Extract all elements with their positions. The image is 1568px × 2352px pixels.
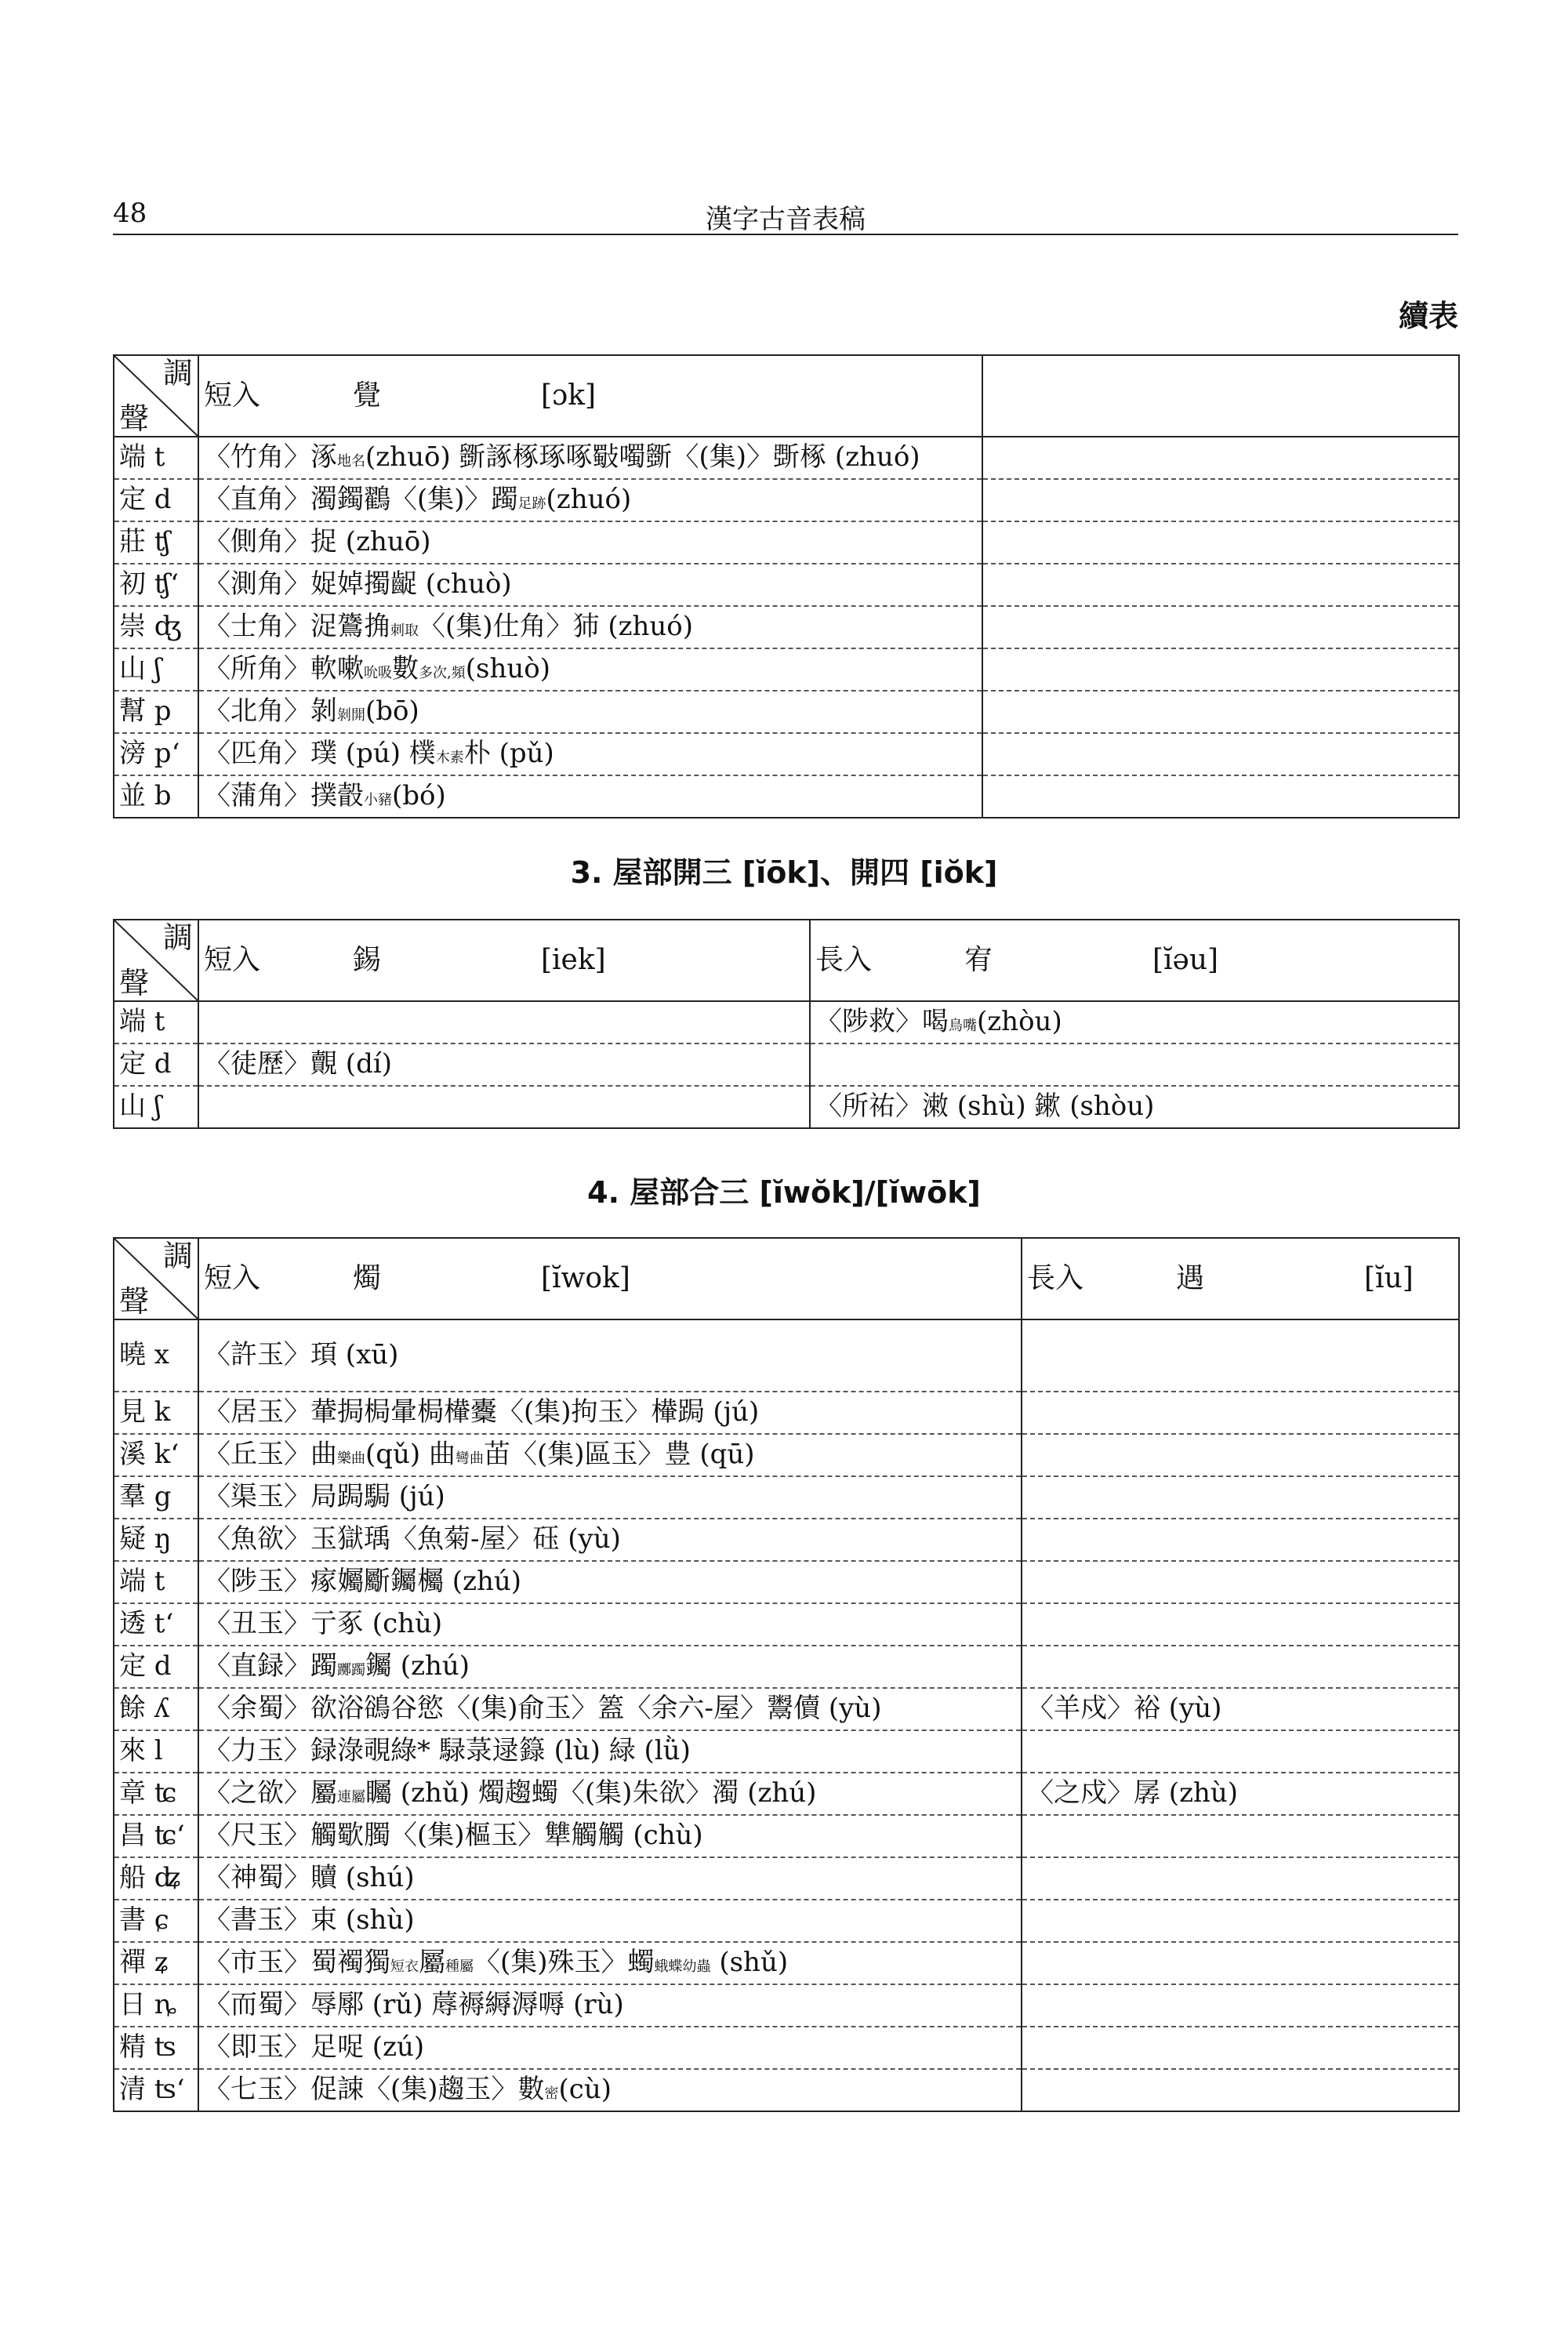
initial-cell: 莊 ʧ	[114, 521, 198, 564]
rhyme-ipa: [ĭwok]	[541, 1262, 630, 1295]
initial-cell: 來 l	[114, 1730, 198, 1773]
rhyme-char: 覺	[353, 379, 382, 412]
short-entering-cell: 〈力玉〉録淥覗綠* 騄菉逯籙 (lù) 緑 (lǜ)	[198, 1730, 1022, 1773]
initial-cell: 定 d	[114, 1044, 198, 1086]
table-row	[114, 437, 1459, 479]
long-entering-cell	[1022, 1476, 1459, 1519]
section-title-4: 4. 屋部合三 [ĭwŏk]/[ĭwōk]	[587, 1175, 981, 1210]
tone-label: 調	[162, 356, 193, 390]
short-entering-cell: 〈書玉〉束 (shù)	[198, 1900, 1022, 1942]
empty-cell	[982, 437, 1459, 479]
initial-cell: 日 ȵ	[114, 1984, 198, 2027]
short-entering-cell: 〈之欲〉屬連屬矚 (zhǔ) 燭趨蠋〈(集)朱欲〉濁 (zhú)	[198, 1773, 1022, 1815]
rhyme-char: 宥	[964, 944, 993, 977]
initial-cell: 端 t	[114, 1561, 198, 1603]
running-title: 漢字古音表稿	[706, 204, 866, 235]
short-entering-cell: 〈陟玉〉瘃孎斸钃欘 (zhú)	[198, 1561, 1022, 1603]
long-entering-cell	[810, 1044, 1459, 1086]
tone-label: 調	[162, 920, 193, 955]
initial-cell: 章 ʨ	[114, 1773, 198, 1815]
table-row	[114, 1984, 1459, 2027]
long-entering-cell	[1022, 1646, 1459, 1688]
table-header-row	[114, 920, 1459, 1001]
short-entering-cell: 〈居玉〉輂挶梮暈梮檋櫜〈(集)拘玉〉檋跼 (jú)	[198, 1392, 1022, 1434]
short-entering-cell: 〈丘玉〉曲樂曲(qǔ) 曲彎曲苖〈(集)區玉〉豊 (qū)	[198, 1434, 1022, 1476]
long-entering-cell: 〈所祐〉潄 (shù) 鏉 (shòu)	[810, 1086, 1459, 1128]
short-entering-cell: 〈尺玉〉觸歜臅〈(集)樞玉〉犨觸觸 (chù)	[198, 1815, 1022, 1857]
long-entering-cell: 〈之戍〉孱 (zhù)	[1022, 1773, 1459, 1815]
long-entering-cell	[1022, 1561, 1459, 1603]
long-entering-cell	[1022, 1434, 1459, 1476]
long-entering-cell	[1022, 1603, 1459, 1646]
rhyme-char: 遇	[1176, 1262, 1205, 1295]
table-section-4	[113, 1237, 1460, 2112]
long-entering-cell	[1022, 1392, 1459, 1434]
table-row	[114, 1942, 1459, 1984]
initial-label: 聲	[119, 1284, 150, 1319]
long-entering-cell	[1022, 1984, 1459, 2027]
short-entering-cell	[198, 1086, 810, 1128]
initial-cell: 並 b	[114, 775, 198, 818]
long-entering-cell	[1022, 1519, 1459, 1561]
table-corner-cell	[114, 1238, 198, 1319]
initial-cell: 幫 p	[114, 691, 198, 733]
table-row	[114, 1773, 1459, 1815]
tone-label: 調	[162, 1239, 193, 1273]
table-row	[114, 606, 1459, 648]
initial-cell: 精 ʦ	[114, 2027, 198, 2069]
empty-cell	[982, 648, 1459, 691]
initial-cell: 餘 ʎ	[114, 1688, 198, 1730]
table-row	[114, 1646, 1459, 1688]
rhyme-ipa: [ĭəu]	[1152, 944, 1219, 977]
initial-cell: 疑 ŋ	[114, 1519, 198, 1561]
initial-label: 聲	[119, 401, 150, 437]
table-row	[114, 2027, 1459, 2069]
initial-cell: 端 t	[114, 1001, 198, 1044]
empty-cell	[982, 691, 1459, 733]
empty-cell	[982, 479, 1459, 521]
table-row	[114, 1519, 1459, 1561]
continued-label: 續表	[1398, 298, 1458, 333]
short-label: 短入	[204, 379, 261, 412]
long-entering-cell	[1022, 1900, 1459, 1942]
table-row	[114, 1857, 1459, 1900]
empty-header-cell	[982, 355, 1459, 437]
initial-cell: 見 k	[114, 1392, 198, 1434]
table-row	[114, 733, 1459, 775]
short-entering-cell: 〈北角〉剝剝開(bō)	[198, 691, 982, 733]
table-row	[114, 1392, 1459, 1434]
short-entering-header	[198, 355, 982, 437]
table-row	[114, 564, 1459, 606]
initial-cell: 山 ʃ	[114, 648, 198, 691]
table-row	[114, 775, 1459, 818]
empty-cell	[982, 606, 1459, 648]
page-number: 48	[113, 198, 147, 229]
table-section-3	[113, 919, 1460, 1129]
table-header-row	[114, 1238, 1459, 1319]
initial-cell: 清 ʦʻ	[114, 2069, 198, 2111]
table-row	[114, 648, 1459, 691]
long-entering-cell	[1022, 2069, 1459, 2111]
table-row	[114, 1603, 1459, 1646]
rhyme-ipa: [ĭu]	[1364, 1262, 1414, 1295]
short-entering-cell: 〈側角〉捉 (zhuō)	[198, 521, 982, 564]
initial-cell: 書 ɕ	[114, 1900, 198, 1942]
long-entering-header	[810, 920, 1459, 1001]
table-row	[114, 1086, 1459, 1128]
table-corner-cell	[114, 920, 198, 1001]
short-entering-cell: 〈許玉〉頊 (xū)	[198, 1319, 1022, 1392]
short-entering-cell: 〈匹角〉璞 (pú) 樸木素朴 (pǔ)	[198, 733, 982, 775]
short-entering-cell: 〈直録〉躅躑躅钃 (zhú)	[198, 1646, 1022, 1688]
initial-cell: 曉 x	[114, 1319, 198, 1392]
page-header	[113, 198, 1458, 235]
table-row	[114, 1319, 1459, 1392]
short-entering-cell: 〈七玉〉促誎〈(集)趨玉〉數密(cù)	[198, 2069, 1022, 2111]
table-row	[114, 479, 1459, 521]
initial-cell: 端 t	[114, 437, 198, 479]
initial-cell: 羣 g	[114, 1476, 198, 1519]
table-row	[114, 691, 1459, 733]
short-entering-cell: 〈蒲角〉撲瞉小豬(bó)	[198, 775, 982, 818]
initial-cell: 定 d	[114, 1646, 198, 1688]
initial-cell: 禪 ʑ	[114, 1942, 198, 1984]
short-entering-cell: 〈市玉〉蜀襡獨短衣屬種屬〈(集)殊玉〉蠋蛾蝶幼蟲 (shǔ)	[198, 1942, 1022, 1984]
long-entering-cell	[1022, 1319, 1459, 1392]
initial-cell: 崇 ʤ	[114, 606, 198, 648]
table-row	[114, 1815, 1459, 1857]
long-entering-cell	[1022, 1815, 1459, 1857]
empty-cell	[982, 733, 1459, 775]
initial-cell: 定 d	[114, 479, 198, 521]
short-entering-cell: 〈魚欲〉玉獄瑀〈魚菊-屋〉砡 (yù)	[198, 1519, 1022, 1561]
initial-cell: 山 ʃ	[114, 1086, 198, 1128]
long-label: 長入	[1027, 1262, 1084, 1295]
empty-cell	[982, 564, 1459, 606]
short-entering-cell: 〈士角〉浞鷟捔刺取〈(集)仕角〉犻 (zhuó)	[198, 606, 982, 648]
long-entering-cell	[1022, 2027, 1459, 2069]
initial-cell: 船 ʥ	[114, 1857, 198, 1900]
long-entering-cell	[1022, 1942, 1459, 1984]
table-row	[114, 1434, 1459, 1476]
short-entering-cell: 〈而蜀〉辱鄏 (rǔ) 蓐褥縟溽嗕 (rù)	[198, 1984, 1022, 2027]
short-entering-cell: 〈神蜀〉贖 (shú)	[198, 1857, 1022, 1900]
long-label: 長入	[815, 944, 873, 977]
section-title-3: 3. 屋部開三 [ĭōk]、開四 [iŏk]	[570, 855, 998, 890]
table-corner-cell	[114, 355, 198, 437]
table-header-row	[114, 355, 1459, 437]
short-entering-cell: 〈所角〉軟嗽吮吸數多次,頻(shuò)	[198, 648, 982, 691]
table-row	[114, 1476, 1459, 1519]
short-entering-header	[198, 1238, 1022, 1319]
table-row	[114, 1561, 1459, 1603]
initial-label: 聲	[119, 966, 150, 1001]
table-row	[114, 1688, 1459, 1730]
table-row	[114, 2069, 1459, 2111]
short-label: 短入	[204, 944, 261, 977]
short-entering-cell: 〈測角〉娖婥擉齪 (chuò)	[198, 564, 982, 606]
short-entering-cell: 〈竹角〉涿地名(zhuō) 斵諑椓琢啄斀噣斵〈(集)〉斲椓 (zhuó)	[198, 437, 982, 479]
initial-cell: 初 ʧʻ	[114, 564, 198, 606]
long-entering-cell: 〈陟救〉喝鳥嘴(zhòu)	[810, 1001, 1459, 1044]
initial-cell: 透 tʻ	[114, 1603, 198, 1646]
empty-cell	[982, 521, 1459, 564]
table-row	[114, 521, 1459, 564]
table-row	[114, 1900, 1459, 1942]
rhyme-char: 燭	[353, 1262, 382, 1295]
short-entering-cell: 〈丑玉〉亍豖 (chù)	[198, 1603, 1022, 1646]
short-entering-cell	[198, 1001, 810, 1044]
long-entering-header	[1022, 1238, 1459, 1319]
short-label: 短入	[204, 1262, 261, 1295]
initial-cell: 昌 ʨʻ	[114, 1815, 198, 1857]
initial-cell: 滂 pʻ	[114, 733, 198, 775]
initial-cell: 溪 kʻ	[114, 1434, 198, 1476]
table-jue-short-entering	[113, 354, 1460, 818]
rhyme-char: 錫	[353, 944, 382, 977]
short-entering-cell: 〈即玉〉足哫 (zú)	[198, 2027, 1022, 2069]
table-row	[114, 1044, 1459, 1086]
table-row	[114, 1730, 1459, 1773]
rhyme-ipa: [iek]	[541, 944, 606, 977]
long-entering-cell: 〈羊戍〉裕 (yù)	[1022, 1688, 1459, 1730]
rhyme-ipa: [ɔk]	[541, 379, 597, 412]
short-entering-header	[198, 920, 810, 1001]
short-entering-cell: 〈渠玉〉局跼駶 (jú)	[198, 1476, 1022, 1519]
long-entering-cell	[1022, 1730, 1459, 1773]
long-entering-cell	[1022, 1857, 1459, 1900]
short-entering-cell: 〈徒歷〉覿 (dí)	[198, 1044, 810, 1086]
table-row	[114, 1001, 1459, 1044]
short-entering-cell: 〈直角〉濁鐲鸐〈(集)〉躅足跡(zhuó)	[198, 479, 982, 521]
empty-cell	[982, 775, 1459, 818]
short-entering-cell: 〈余蜀〉欲浴鵒谷慾〈(集)俞玉〉篕〈余六-屋〉鬻儥 (yù)	[198, 1688, 1022, 1730]
